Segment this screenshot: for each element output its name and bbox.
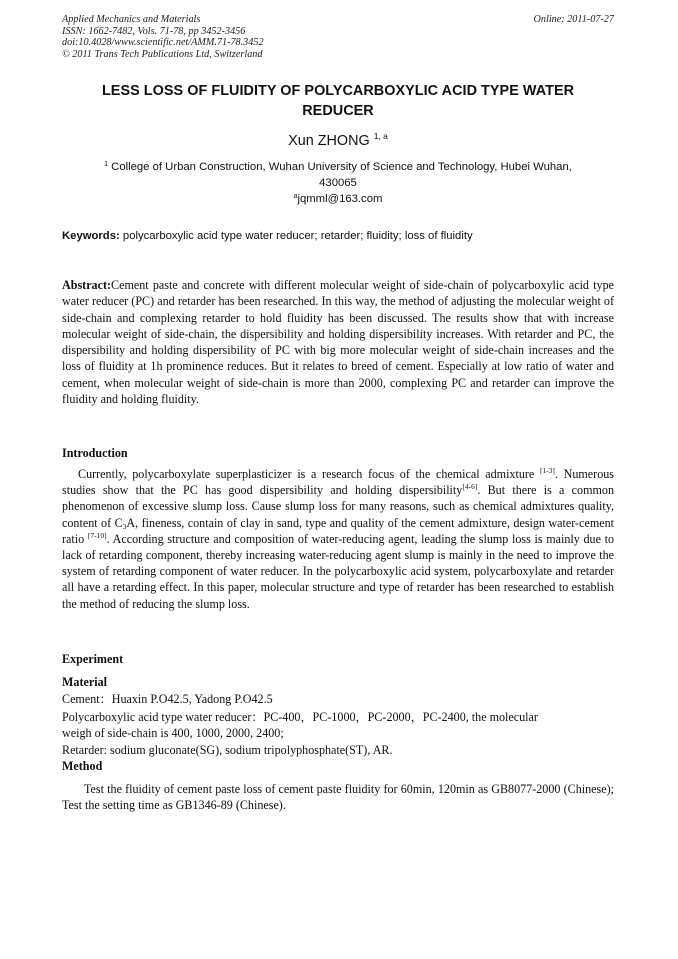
- author-superscript: 1, a: [373, 131, 388, 141]
- c3a-subscript: 3: [122, 521, 127, 531]
- pc-line-2: weigh of side-chain is 400, 1000, 2000, 2400;: [62, 726, 284, 740]
- abstract-label: Abstract:: [62, 278, 112, 292]
- title-line-2: REDUCER: [302, 103, 374, 119]
- author-name: Xun ZHONG: [288, 133, 370, 149]
- method-paragraph: Test the fluidity of cement paste loss of cement paste fluidity for 60min, 120min as GB8077-2000 (Chinese); Test the setting time as GB1346-89 (Chinese).: [62, 782, 614, 813]
- title-line-1: LESS LOSS OF FLUIDITY OF POLYCARBOXYLIC ACID TYPE WATER: [101, 83, 575, 99]
- copyright-line: © 2011 Trans Tech Publications Ltd, Switzerland: [62, 48, 263, 60]
- issn-line: ISSN: 1662-7482, Vols. 71-78, pp 3452-3456: [62, 25, 246, 37]
- introduction-heading: Introduction: [62, 446, 128, 460]
- introduction-paragraph: [62, 466, 614, 612]
- pc-line-1: Polycarboxylic acid type water reducer：PC-400，PC-1000，PC-2000，PC-2400, the molecular: [62, 710, 538, 724]
- affiliation-superscript: 1: [104, 161, 109, 168]
- citation-1-3: [1-3]: [539, 466, 555, 475]
- paper-title: [62, 81, 614, 121]
- method-heading: Method: [62, 759, 103, 773]
- affiliation-line-1: College of Urban Construction, Wuhan University of Science and Technology, Hubei Wuhan,: [111, 161, 572, 173]
- affiliation-line-2: 430065: [319, 177, 357, 189]
- email-address: jqmml@163.com: [297, 193, 383, 205]
- journal-header: [62, 14, 614, 60]
- abstract-paragraph: [62, 277, 614, 407]
- keywords-line: [62, 230, 614, 242]
- email-superscript: a: [293, 193, 298, 200]
- intro-text-2: . Numerous studies show that the PC has good dispersibility and holding dispersibility: [62, 467, 614, 498]
- citation-7-10: [7-10]: [87, 530, 107, 540]
- affiliation: [62, 157, 614, 191]
- cement-line: Cement：Huaxin P.O42.5, Yadong P.O42.5: [62, 692, 273, 706]
- keywords-label: Keywords:: [62, 230, 120, 242]
- experiment-heading: Experiment: [62, 652, 124, 666]
- keywords-text: polycarboxylic acid type water reducer; retarder; fluidity; loss of fluidity: [122, 230, 473, 242]
- email-line: [62, 193, 614, 205]
- intro-text-4: A, fineness, contain of clay in sand, type and quality of the cement admixture, design water-cement ratio: [62, 515, 614, 546]
- online-date: Online: 2011-07-27: [533, 14, 614, 25]
- doi-line: doi:10.4028/www.scientific.net/AMM.71-78.3452: [62, 37, 264, 49]
- intro-text-1: Currently, polycarboxylate superplasticizer is a research focus of the chemical admixture: [78, 467, 535, 481]
- material-heading: Material: [62, 675, 107, 689]
- citation-4-6: [4-6]: [462, 482, 478, 492]
- retarder-line: Retarder: sodium gluconate(SG), sodium tripolyphosphate(ST), AR.: [62, 743, 393, 757]
- journal-name: Applied Mechanics and Materials: [62, 14, 201, 25]
- intro-text-5: . According structure and composition of water-reducing agent, leading the slump loss is mainly due to lack of retarding component, thereby increasing water-reducing agent slump is mainly in the need to improve the system of retarding component of water reducer. In the polycarboxylic acid system, polycarboxylate and retarder all have a retarding effect. In this paper, molecular structure and type of retarder has been researched to establish the method of reducing the slump loss.: [62, 531, 614, 611]
- author-line: [62, 131, 614, 149]
- intro-text-3: . But there is a common phenomenon of excessive slump loss. Cause slump loss for many reasons, such as chemical admixtures quality, content of C: [62, 483, 614, 530]
- abstract-text: Cement paste and concrete with different molecular weight of side-chain of polycarboxylic acid type water reducer (PC) and retarder has been researched. In this way, the method of adjusting the molecular weight of side-chain and complexing retarder to hold fluidity has been discussed. The results show that with increase molecular weight of side-chain, the dispersibility and holding dispersibility increases. With retarder and PC, the dispersibility and holding dispersibility of PC with big more molecular weight of side-chain increases and the loss of fluidity at 1h prominence reduces. But it relates to breed of cement. Especially at low ratio of water and cement, when molecular weight of side-chain is more than 2000, complexing PC and retarder can improve the fluidity and holding fluidity.: [62, 278, 614, 407]
